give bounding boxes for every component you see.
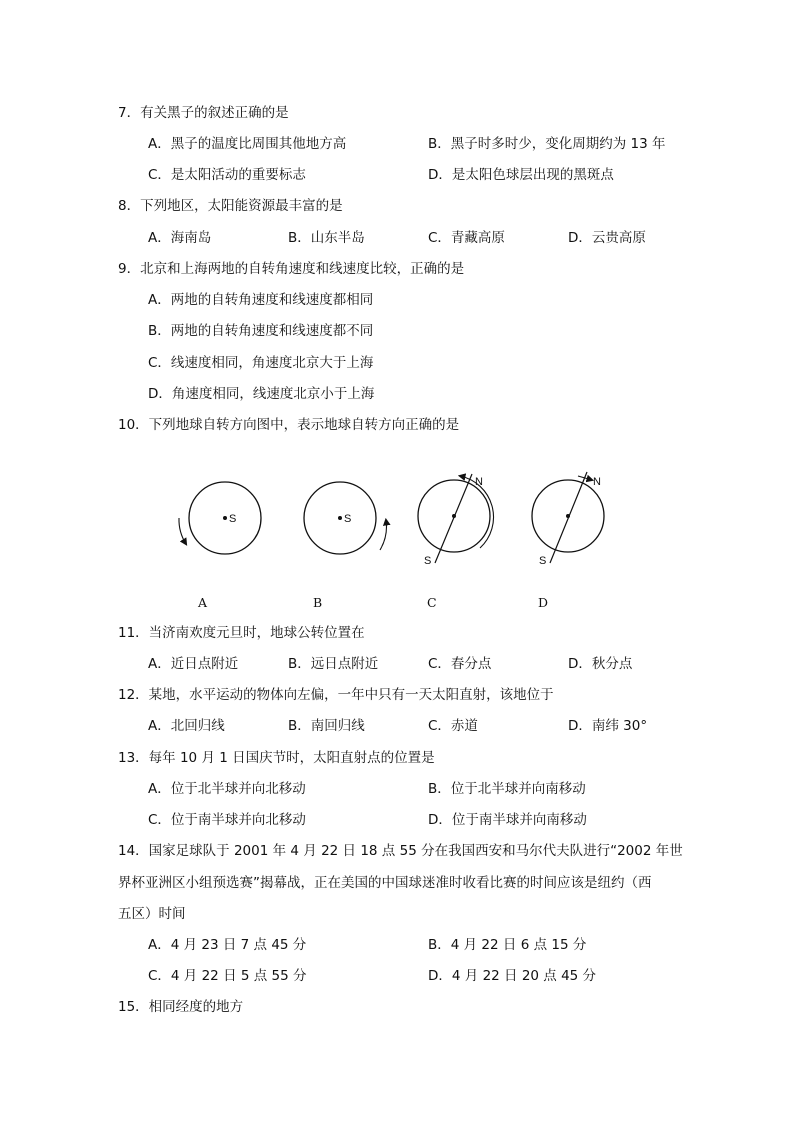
diagram-a-rotation-arrow (179, 518, 186, 544)
diagram-d-north-pole-label: N (593, 476, 601, 488)
question-8-option-a: A．海南岛 (148, 230, 212, 246)
question-11-stem: 11．当济南欢度元旦时，地球公转位置在 (118, 625, 365, 641)
diagram-c-north-pole-label: N (475, 476, 483, 488)
question-7-option-c: C．是太阳活动的重要标志 (148, 167, 306, 183)
question-7-option-a: A．黑子的温度比周围其他地方高 (148, 136, 347, 152)
question-9-option-b: B．两地的自转角速度和线速度都不同 (148, 323, 374, 339)
question-14-option-b: B．4 月 22 日 6 点 15 分 (428, 937, 587, 953)
diagram-c-south-pole-label: S (424, 555, 432, 567)
question-8-stem: 8．下列地区，太阳能资源最丰富的是 (118, 198, 343, 214)
question-14-option-a: A．4 月 23 日 7 点 45 分 (148, 937, 307, 953)
diagram-c-globe (418, 474, 494, 567)
question-8-option-d: D．云贵高原 (568, 230, 646, 246)
question-14-stem-line-3: 五区）时间 (118, 906, 186, 922)
diagram-d-globe (532, 472, 604, 567)
diagram-a-south-pole-label: S (229, 513, 237, 525)
question-14-stem-line-2: 界杯亚洲区小组预选赛”揭幕战，正在美国的中国球迷准时收看比赛的时间应该是纽约（西 (118, 875, 652, 891)
question-7-option-b: B．黑子时多时少，变化周期约为 13 年 (428, 136, 666, 152)
question-14-option-c: C．4 月 22 日 5 点 55 分 (148, 968, 307, 984)
question-13-option-b: B．位于北半球并向南移动 (428, 781, 586, 797)
question-8-option-b: B．山东半岛 (288, 230, 365, 246)
earth-rotation-diagrams (160, 468, 630, 578)
question-12-option-c: C．赤道 (428, 718, 478, 734)
diagram-d-label: D (538, 595, 549, 610)
question-9-option-a: A．两地的自转角速度和线速度都相同 (148, 292, 374, 308)
question-14-stem-line-1: 14．国家足球队于 2001 年 4 月 22 日 18 点 55 分在我国西安和马尔代夫队进行“2002 年世 (118, 843, 683, 859)
question-13-option-d: D．位于南半球并向南移动 (428, 812, 587, 828)
diagram-b-globe (304, 482, 386, 554)
question-8-option-c: C．青藏高原 (428, 230, 505, 246)
question-12-option-b: B．南回归线 (288, 718, 365, 734)
question-13-option-a: A．位于北半球并向北移动 (148, 781, 306, 797)
question-10-stem: 10．下列地球自转方向图中，表示地球自转方向正确的是 (118, 417, 460, 433)
diagram-b-south-pole-label: S (344, 513, 352, 525)
diagram-d-south-pole-label: S (539, 555, 547, 567)
diagram-c-label: C (427, 595, 437, 610)
question-15-stem: 15．相同经度的地方 (118, 999, 244, 1015)
question-11-option-c: C．春分点 (428, 656, 492, 672)
question-9-stem: 9．北京和上海两地的自转角速度和线速度比较，正确的是 (118, 261, 465, 277)
question-7-option-d: D．是太阳色球层出现的黑斑点 (428, 167, 614, 183)
question-13-option-c: C．位于南半球并向北移动 (148, 812, 306, 828)
question-12-option-d: D．南纬 30° (568, 718, 648, 734)
question-9-option-c: C．线速度相同，角速度北京大于上海 (148, 355, 374, 371)
question-11-option-d: D．秋分点 (568, 656, 633, 672)
diagram-b-label: B (313, 595, 323, 610)
question-13-stem: 13．每年 10 月 1 日国庆节时，太阳直射点的位置是 (118, 750, 435, 766)
question-11-option-a: A．近日点附近 (148, 656, 239, 672)
question-7-stem: 7．有关黑子的叙述正确的是 (118, 105, 289, 121)
question-9-option-d: D．角速度相同，线速度北京小于上海 (148, 386, 375, 402)
question-12-stem: 12．某地，水平运动的物体向左偏，一年中只有一天太阳直射，该地位于 (118, 687, 554, 703)
question-11-option-b: B．远日点附近 (288, 656, 379, 672)
diagram-b-rotation-arrow (380, 520, 386, 550)
diagram-a-globe (179, 482, 261, 554)
question-12-option-a: A．北回归线 (148, 718, 225, 734)
question-14-option-d: D．4 月 22 日 20 点 45 分 (428, 968, 597, 984)
diagram-a-label: A (198, 595, 208, 610)
